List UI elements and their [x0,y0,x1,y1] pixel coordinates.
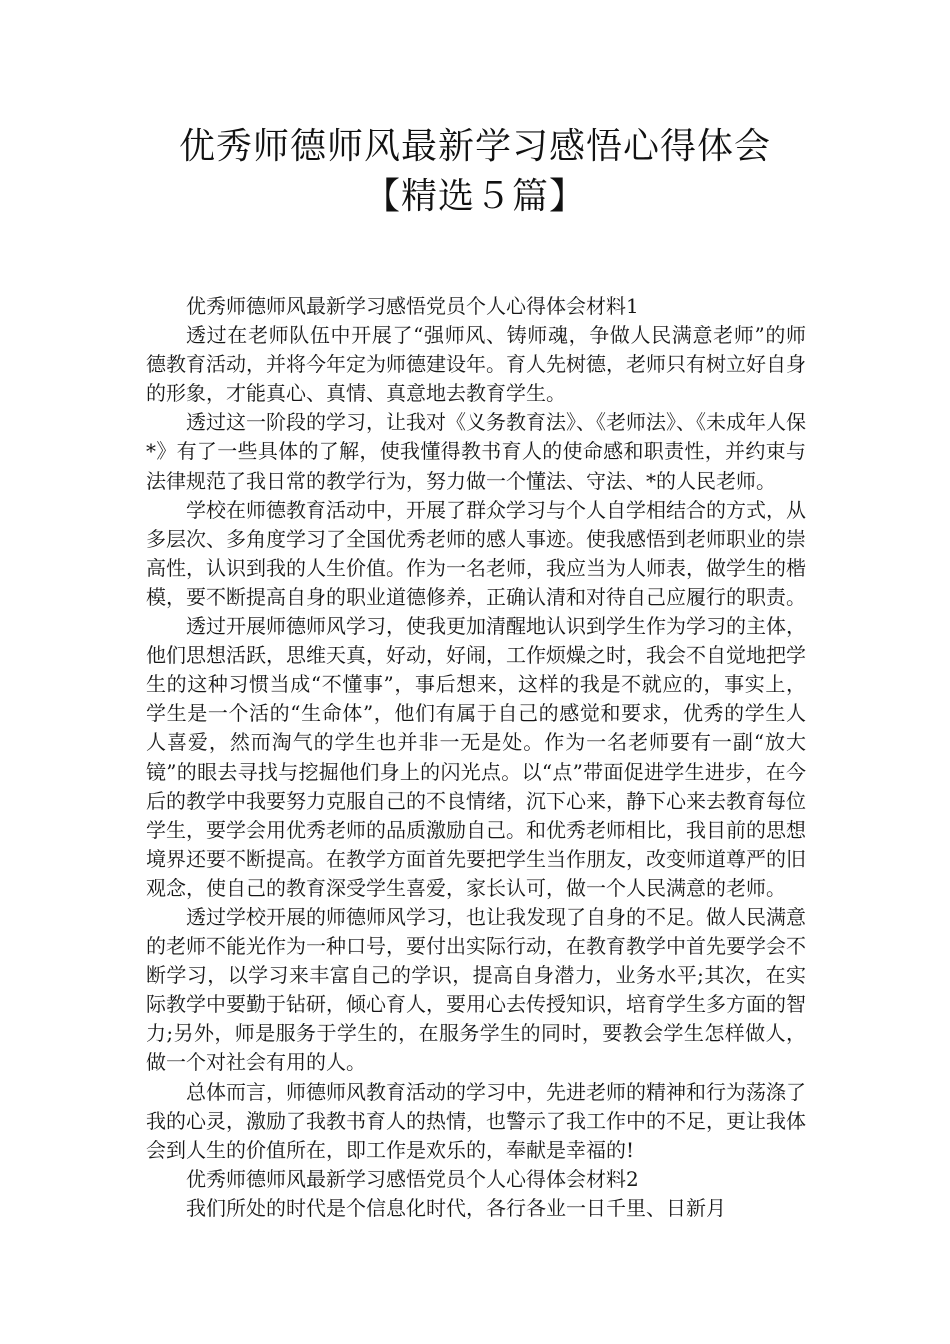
section-heading-2: 优秀师德师风最新学习感悟党员个人心得体会材料2 [186,1166,639,1191]
paragraph: 透过学校开展的师德师风学习，也让我发现了自身的不足。做人民满意的老师不能光作为一种口号，要付出实际行动，在教育教学中首先要学会不断学习，以学习来丰富自己的学识，提高自身潜力，业务水平;其次，在实际教学中要勤于钻研，倾心育人，要用心去传授知识，培育学生多方面的智力;另外，师是服务于学生的，在服务学生的同时，要教会学生怎样做人，做一个对社会有用的人。 [146,904,806,1075]
document-title-line-2: 【精选５篇】 [363,176,586,217]
section-heading-1: 优秀师德师风最新学习感悟党员个人心得体会材料1 [186,294,639,318]
paragraph: 透过开展师德师风学习，使我更加清醒地认识到学生作为学习的主体，他们思想活跃，思维天真，好动，好闹，工作烦燥之时，我会不自觉地把学生的这种习惯当成“不懂事”，事后想来，这样的我是不就应的，事实上，学生是一个活的“生命体”，他们有属于自己的感觉和要求，优秀的学生人人喜爱，然而淘气的学生也并非一无是处。作为一名老师要有一副“放大镜”的眼去寻找与挖掘他们身上的闪光点。以“点”带面促进学生进步，在今后的教学中我要努力克服自己的不良情绪，沉下心来，静下心来去教育每位学生，要学会用优秀老师的品质激励自己。和优秀老师相比，我目前的思想境界还要不断提高。在教学方面首先要把学生当作朋友，改变师道尊严的旧观念，使自己的教育深受学生喜爱，家长认可，做一个人民满意的老师。 [146,614,806,900]
paragraph: 学校在师德教育活动中，开展了群众学习与个人自学相结合的方式，从多层次、多角度学习了全国优秀老师的感人事迹。使我感悟到老师职业的崇高性，认识到我的人生价值。作为一名老师，我应当为人师表，做学生的楷模，要不断提高自身的职业道德修养，正确认清和对待自己应履行的职责。 [146,497,806,609]
paragraph: 总体而言，师德师风教育活动的学习中，先进老师的精神和行为荡涤了我的心灵，激励了我教书育人的热情，也警示了我工作中的不足，更让我体会到人生的价值所在，即工作是欢乐的，奉献是幸福的! [146,1079,806,1162]
paragraph: 我们所处的时代是个信息化时代，各行各业一日千里、日新月 [186,1195,726,1220]
paragraph: 透过在老师队伍中开展了“强师风、铸师魂，争做人民满意老师”的师德教育活动，并将今年定为师德建设年。育人先树德，老师只有树立好自身的形象，才能真心、真情、真意地去教育学生。 [146,323,806,406]
document-title [100,122,850,222]
paragraph: 透过这一阶段的学习，让我对《义务教育法》、《老师法》、《未成年人保*》有了一些具体的了解，使我懂得教书育人的使命感和职责性，并约束与法律规范了我日常的教学行为，努力做一个懂法、守法、*的人民老师。 [146,410,806,493]
document-body [146,292,806,1223]
document-title-line-1: 优秀师德师风最新学习感悟心得体会 [178,126,771,167]
